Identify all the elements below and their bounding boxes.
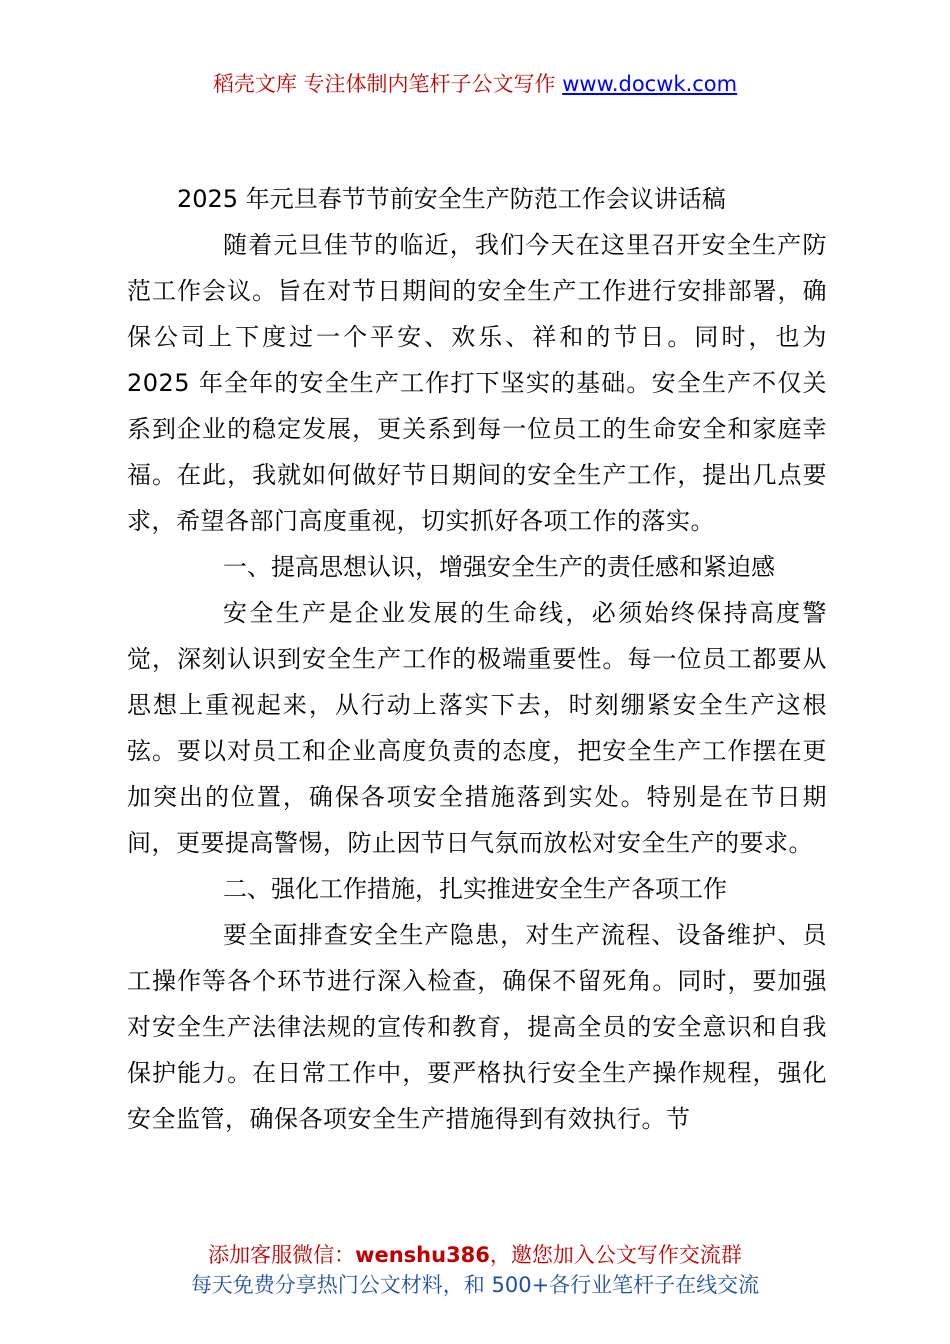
footer-contact-suffix: ，邀您加入公文写作交流群 bbox=[489, 1243, 742, 1267]
section-1-heading: 一、提高思想认识，增强安全生产的责任感和紧迫感 bbox=[223, 553, 775, 581]
footer-contact-line bbox=[0, 1240, 950, 1270]
page-footer bbox=[0, 1240, 950, 1300]
footer-wechat-id: wenshu386 bbox=[355, 1243, 490, 1267]
header-website-link[interactable]: www.docwk.com bbox=[562, 72, 738, 96]
footer-contact-prefix: 添加客服微信： bbox=[208, 1243, 356, 1267]
section-1-body: 安全生产是企业发展的生命线，必须始终保持高度警觉，深刻认识到安全生产工作的极端重要性。每一位员工都要从思想上重视起来，从行动上落实下去，时刻绷紧安全生产这根弦。要以对员工和企业高度负责的态度，把安全生产工作摆在更加突出的位置，确保各项安全措施落到实处。特别是在节日期间，更要提高警惕，防止因节日气氛而放松对安全生产的要求。 bbox=[127, 599, 827, 857]
section-2-body: 要全面排查安全生产隐患，对生产流程、设备维护、员工操作等各个环节进行深入检查，确保不留死角。同时，要加强对安全生产法律法规的宣传和教育，提高全员的安全意识和自我保护能力。在日常工作中，要严格执行安全生产操作规程，强化安全监管，确保各项安全生产措施得到有效执行。节 bbox=[127, 921, 827, 1133]
section-2-heading: 二、强化工作措施，扎实推进安全生产各项工作 bbox=[223, 875, 727, 903]
page-header bbox=[0, 68, 950, 100]
document-body bbox=[127, 176, 827, 1142]
intro-paragraph: 随着元旦佳节的临近，我们今天在这里召开安全生产防范工作会议。旨在对节日期间的安全生产工作进行安排部署，确保公司上下度过一个平安、欢乐、祥和的节日。同时，也为 2025 年全年的安全生产工作打下坚实的基础。安全生产不仅关系到企业的稳定发展，更关系到每一位员工的生命安全和家庭幸福。在此，我就如何做好节日期间的安全生产工作，提出几点要求，希望各部门高度重视，切实抓好各项工作的落实。 bbox=[127, 231, 827, 535]
footer-promo-line: 每天免费分享热门公文材料，和 500+各行业笔杆子在线交流 bbox=[190, 1273, 760, 1297]
header-brand-text: 稻壳文库 专注体制内笔杆子公文写作 bbox=[212, 72, 563, 96]
document-title: 2025 年元旦春节节前安全生产防范工作会议讲话稿 bbox=[177, 185, 726, 213]
